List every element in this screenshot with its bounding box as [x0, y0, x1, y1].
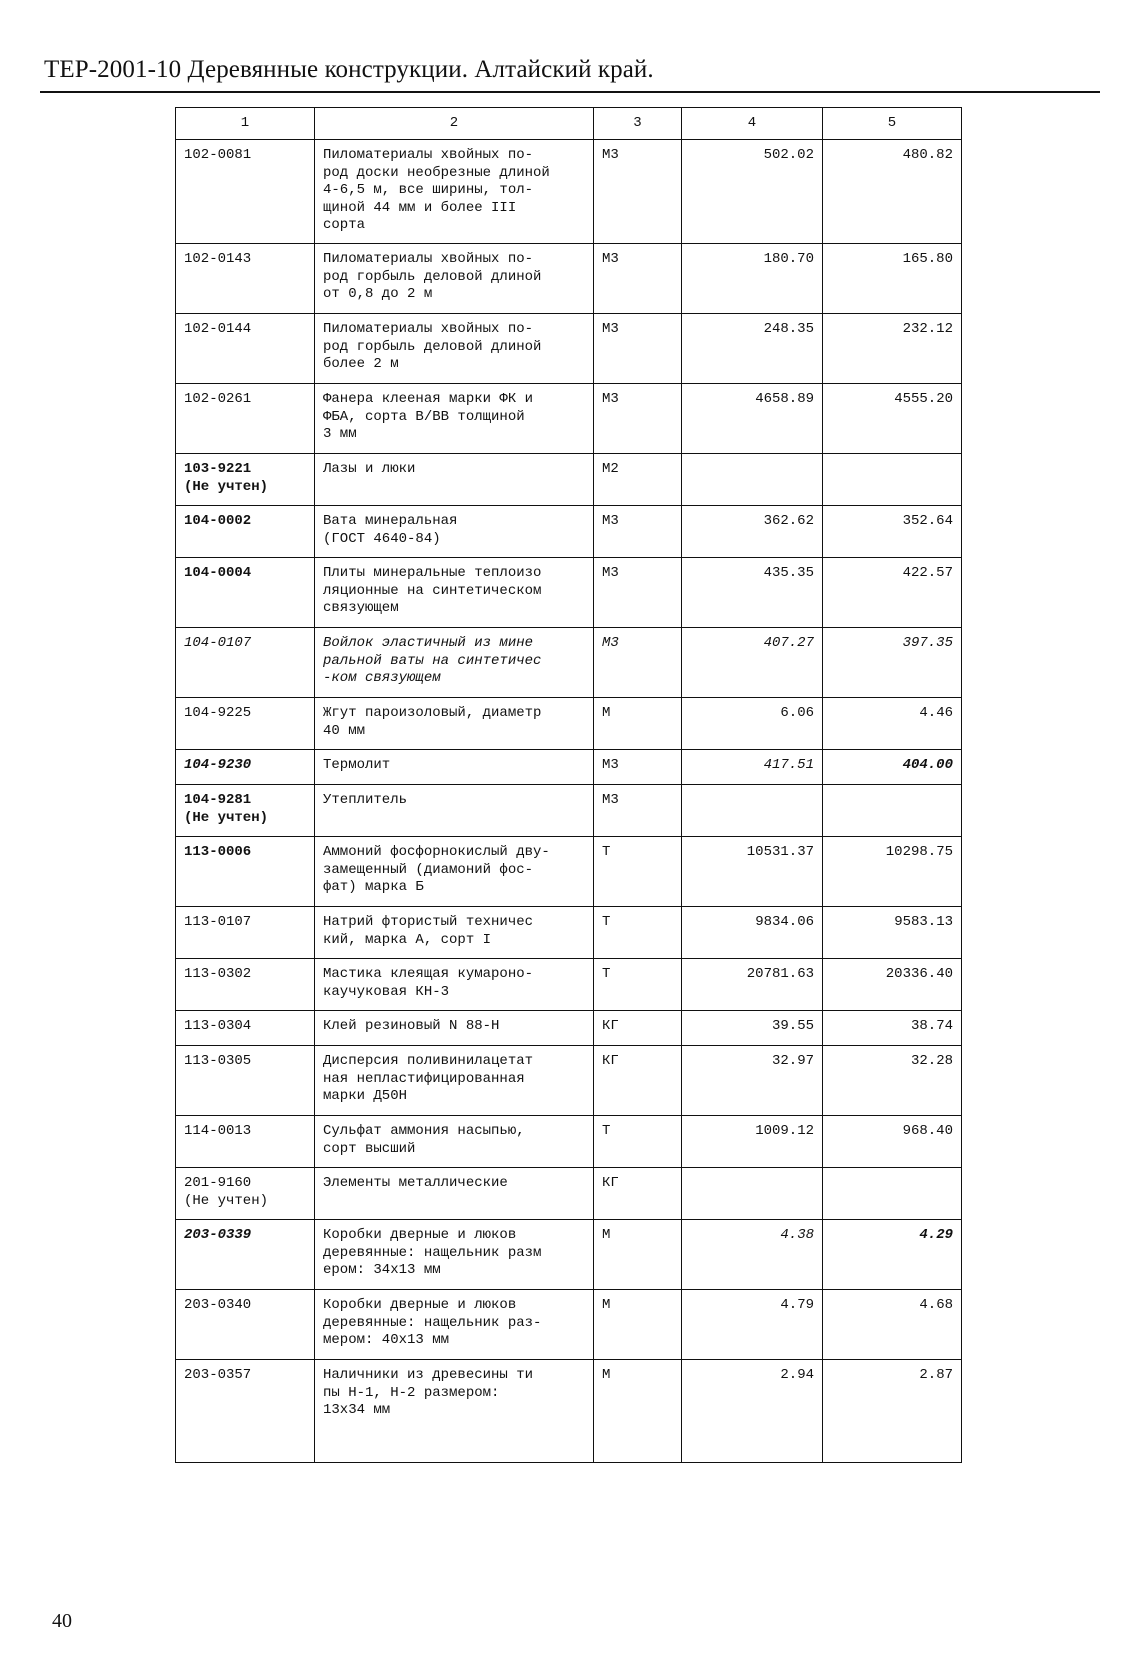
- resource-name: Утеплитель: [323, 792, 408, 808]
- price-column-5: 968.40: [823, 1116, 962, 1168]
- price-column-5: [823, 785, 962, 837]
- price-column-5: 397.35: [823, 628, 962, 698]
- column-header: 1: [176, 108, 315, 140]
- price-column-5: 38.74: [823, 1011, 962, 1046]
- resource-name-cell: [315, 1046, 594, 1116]
- resource-code-cell: [176, 785, 315, 837]
- resource-name-cell: [315, 628, 594, 698]
- unit-cell: КГ: [594, 1046, 682, 1116]
- resource-name-cell: [315, 384, 594, 454]
- resource-code: 104-9225: [184, 705, 252, 721]
- resource-name-cell: [315, 837, 594, 907]
- resource-code: 114-0013: [184, 1123, 252, 1139]
- table-row: [176, 1046, 962, 1116]
- resource-name: Фанера клееная марки ФК и ФБА, сорта В/ВВ толщиной 3 мм: [323, 391, 534, 442]
- resource-code-cell: [176, 384, 315, 454]
- table-row: [176, 314, 962, 384]
- column-header: 2: [315, 108, 594, 140]
- unit-cell: КГ: [594, 1011, 682, 1046]
- unit-cell: М: [594, 1360, 682, 1463]
- price-column-4: [682, 1168, 823, 1220]
- resource-name: Наличники из древесины ти пы Н-1, Н-2 размером: 13х34 мм: [323, 1367, 534, 1418]
- table-row: [176, 454, 962, 506]
- price-column-4: 39.55: [682, 1011, 823, 1046]
- price-column-5: 4.68: [823, 1290, 962, 1360]
- price-column-4: 4.38: [682, 1220, 823, 1290]
- price-column-4: 6.06: [682, 698, 823, 750]
- price-column-4: 435.35: [682, 558, 823, 628]
- unit-cell: Т: [594, 907, 682, 959]
- resource-name: Пиломатериалы хвойных по- род горбыль деловой длиной более 2 м: [323, 321, 542, 372]
- resource-name: Жгут пароизоловый, диаметр 40 мм: [323, 705, 542, 739]
- price-column-5: 20336.40: [823, 959, 962, 1011]
- unit-cell: М: [594, 698, 682, 750]
- resource-code-cell: [176, 244, 315, 314]
- table-row: [176, 1360, 962, 1463]
- resource-code-cell: [176, 1011, 315, 1046]
- table-row: [176, 244, 962, 314]
- resource-code: 102-0081: [184, 147, 252, 163]
- resource-code: 102-0261: [184, 391, 252, 407]
- resource-name: Вата минеральная (ГОСТ 4640-84): [323, 513, 458, 547]
- unit-cell: Т: [594, 1116, 682, 1168]
- table-row: [176, 140, 962, 244]
- resource-code: 104-0107: [184, 635, 252, 651]
- resource-code: 102-0143: [184, 251, 252, 267]
- table-row: [176, 1290, 962, 1360]
- price-column-4: 10531.37: [682, 837, 823, 907]
- resource-code: 113-0302: [184, 966, 252, 982]
- resource-code: 103-9221: [184, 461, 252, 477]
- price-column-5: 4555.20: [823, 384, 962, 454]
- table-header-row: [176, 108, 962, 140]
- resource-name: Термолит: [323, 757, 391, 773]
- table-row: [176, 698, 962, 750]
- resource-code-cell: [176, 750, 315, 785]
- resource-code: 203-0339: [184, 1227, 252, 1243]
- price-column-5: 32.28: [823, 1046, 962, 1116]
- price-column-5: 232.12: [823, 314, 962, 384]
- table-row: [176, 558, 962, 628]
- price-column-5: 4.46: [823, 698, 962, 750]
- resource-note: (Не учтен): [184, 1192, 269, 1209]
- price-column-4: 20781.63: [682, 959, 823, 1011]
- resource-name-cell: [315, 750, 594, 785]
- unit-cell: КГ: [594, 1168, 682, 1220]
- resource-name: Пиломатериалы хвойных по- род доски необрезные длиной 4-6,5 м, все ширины, тол- щиной 44 мм и более III сорта: [323, 147, 550, 233]
- resource-name-cell: [315, 454, 594, 506]
- header-divider: [40, 91, 1100, 93]
- table-row: [176, 1168, 962, 1220]
- price-column-4: 2.94: [682, 1360, 823, 1463]
- unit-cell: М3: [594, 628, 682, 698]
- resource-name: Натрий фтористый техничес кий, марка А, сорт I: [323, 914, 534, 948]
- price-column-4: 1009.12: [682, 1116, 823, 1168]
- price-column-5: 352.64: [823, 506, 962, 558]
- resource-code-cell: [176, 1168, 315, 1220]
- resource-code-cell: [176, 1360, 315, 1463]
- table-row: [176, 628, 962, 698]
- price-column-4: 407.27: [682, 628, 823, 698]
- table-row: [176, 785, 962, 837]
- price-column-4: 248.35: [682, 314, 823, 384]
- resource-note: (Не учтен): [184, 478, 269, 495]
- resource-code: 113-0006: [184, 844, 252, 860]
- resource-name-cell: [315, 785, 594, 837]
- resource-name-cell: [315, 558, 594, 628]
- unit-cell: М3: [594, 558, 682, 628]
- unit-cell: М3: [594, 244, 682, 314]
- resource-name-cell: [315, 1116, 594, 1168]
- unit-cell: М3: [594, 750, 682, 785]
- resource-code-cell: [176, 1290, 315, 1360]
- resource-code-cell: [176, 959, 315, 1011]
- resource-code: 113-0305: [184, 1053, 252, 1069]
- column-header: 3: [594, 108, 682, 140]
- price-column-5: 10298.75: [823, 837, 962, 907]
- resource-name-cell: [315, 506, 594, 558]
- table-row: [176, 907, 962, 959]
- table-row: [176, 1220, 962, 1290]
- resource-name-cell: [315, 1168, 594, 1220]
- table-row: [176, 506, 962, 558]
- price-column-4: 180.70: [682, 244, 823, 314]
- resource-name: Аммоний фосфорнокислый дву- замещенный (диамоний фос- фат) марка Б: [323, 844, 550, 895]
- unit-cell: М3: [594, 384, 682, 454]
- unit-cell: М3: [594, 314, 682, 384]
- resource-name: Коробки дверные и люков деревянные: нащельник разм ером: 34х13 мм: [323, 1227, 542, 1278]
- page-number: 40: [52, 1610, 72, 1632]
- resource-code: 113-0107: [184, 914, 252, 930]
- resource-name-cell: [315, 244, 594, 314]
- resource-name: Лазы и люки: [323, 461, 416, 477]
- resource-name: Мастика клеящая кумароно- каучуковая КН-3: [323, 966, 534, 1000]
- resource-code-cell: [176, 558, 315, 628]
- resource-name-cell: [315, 1360, 594, 1463]
- price-column-4: 417.51: [682, 750, 823, 785]
- resource-code-cell: [176, 628, 315, 698]
- resource-code: 203-0340: [184, 1297, 252, 1313]
- price-column-5: 422.57: [823, 558, 962, 628]
- price-column-4: [682, 454, 823, 506]
- table-row: [176, 837, 962, 907]
- page-title: ТЕР-2001-10 Деревянные конструкции. Алтайский край.: [44, 56, 654, 83]
- table-body: [176, 140, 962, 1463]
- resource-code-cell: [176, 314, 315, 384]
- price-column-4: 362.62: [682, 506, 823, 558]
- unit-cell: М2: [594, 454, 682, 506]
- resource-name-cell: [315, 1011, 594, 1046]
- unit-cell: Т: [594, 959, 682, 1011]
- resource-name: Клей резиновый N 88-Н: [323, 1018, 500, 1034]
- resource-name: Сульфат аммония насыпью, сорт высший: [323, 1123, 525, 1157]
- price-column-4: [682, 785, 823, 837]
- price-column-5: [823, 454, 962, 506]
- price-column-5: 9583.13: [823, 907, 962, 959]
- resource-name: Элементы металлические: [323, 1175, 508, 1191]
- resource-name-cell: [315, 140, 594, 244]
- price-column-5: 480.82: [823, 140, 962, 244]
- resource-code-cell: [176, 454, 315, 506]
- price-column-4: 502.02: [682, 140, 823, 244]
- table-row: [176, 1011, 962, 1046]
- table-row: [176, 384, 962, 454]
- price-table: [175, 107, 962, 1463]
- resource-code: 104-9281: [184, 792, 252, 808]
- price-column-4: 4.79: [682, 1290, 823, 1360]
- resource-code-cell: [176, 1046, 315, 1116]
- column-header: 5: [823, 108, 962, 140]
- resource-name: Пиломатериалы хвойных по- род горбыль деловой длиной от 0,8 до 2 м: [323, 251, 542, 302]
- resource-name: Дисперсия поливинилацетат ная непластифицированная марки Д50Н: [323, 1053, 534, 1104]
- resource-code: 104-0004: [184, 565, 252, 581]
- unit-cell: Т: [594, 837, 682, 907]
- resource-name-cell: [315, 1290, 594, 1360]
- resource-name: Плиты минеральные теплоизо ляционные на синтетическом связующем: [323, 565, 542, 616]
- unit-cell: М3: [594, 140, 682, 244]
- unit-cell: М: [594, 1290, 682, 1360]
- resource-name-cell: [315, 1220, 594, 1290]
- resource-code-cell: [176, 1220, 315, 1290]
- price-column-5: 165.80: [823, 244, 962, 314]
- resource-name-cell: [315, 698, 594, 750]
- resource-name-cell: [315, 959, 594, 1011]
- resource-name: Коробки дверные и люков деревянные: нащельник раз- мером: 40х13 мм: [323, 1297, 542, 1348]
- resource-code: 104-9230: [184, 757, 252, 773]
- resource-name-cell: [315, 314, 594, 384]
- table-row: [176, 1116, 962, 1168]
- price-column-5: 4.29: [823, 1220, 962, 1290]
- resource-code: 203-0357: [184, 1367, 252, 1383]
- resource-code-cell: [176, 907, 315, 959]
- price-column-5: [823, 1168, 962, 1220]
- table-row: [176, 959, 962, 1011]
- price-column-4: 9834.06: [682, 907, 823, 959]
- unit-cell: М3: [594, 785, 682, 837]
- price-column-4: 4658.89: [682, 384, 823, 454]
- resource-code: 201-9160: [184, 1175, 252, 1191]
- resource-code: 113-0304: [184, 1018, 252, 1034]
- price-column-4: 32.97: [682, 1046, 823, 1116]
- unit-cell: М3: [594, 506, 682, 558]
- resource-code-cell: [176, 698, 315, 750]
- resource-code-cell: [176, 140, 315, 244]
- resource-code-cell: [176, 1116, 315, 1168]
- price-column-5: 2.87: [823, 1360, 962, 1463]
- price-column-5: 404.00: [823, 750, 962, 785]
- resource-code-cell: [176, 506, 315, 558]
- resource-code: 102-0144: [184, 321, 252, 337]
- unit-cell: М: [594, 1220, 682, 1290]
- resource-note: (Не учтен): [184, 809, 269, 826]
- table-row: [176, 750, 962, 785]
- resource-name-cell: [315, 907, 594, 959]
- column-header: 4: [682, 108, 823, 140]
- resource-name: Войлок эластичный из мине ральной ваты на синтетичес -ком связующем: [323, 635, 542, 686]
- resource-code: 104-0002: [184, 513, 252, 529]
- resource-code-cell: [176, 837, 315, 907]
